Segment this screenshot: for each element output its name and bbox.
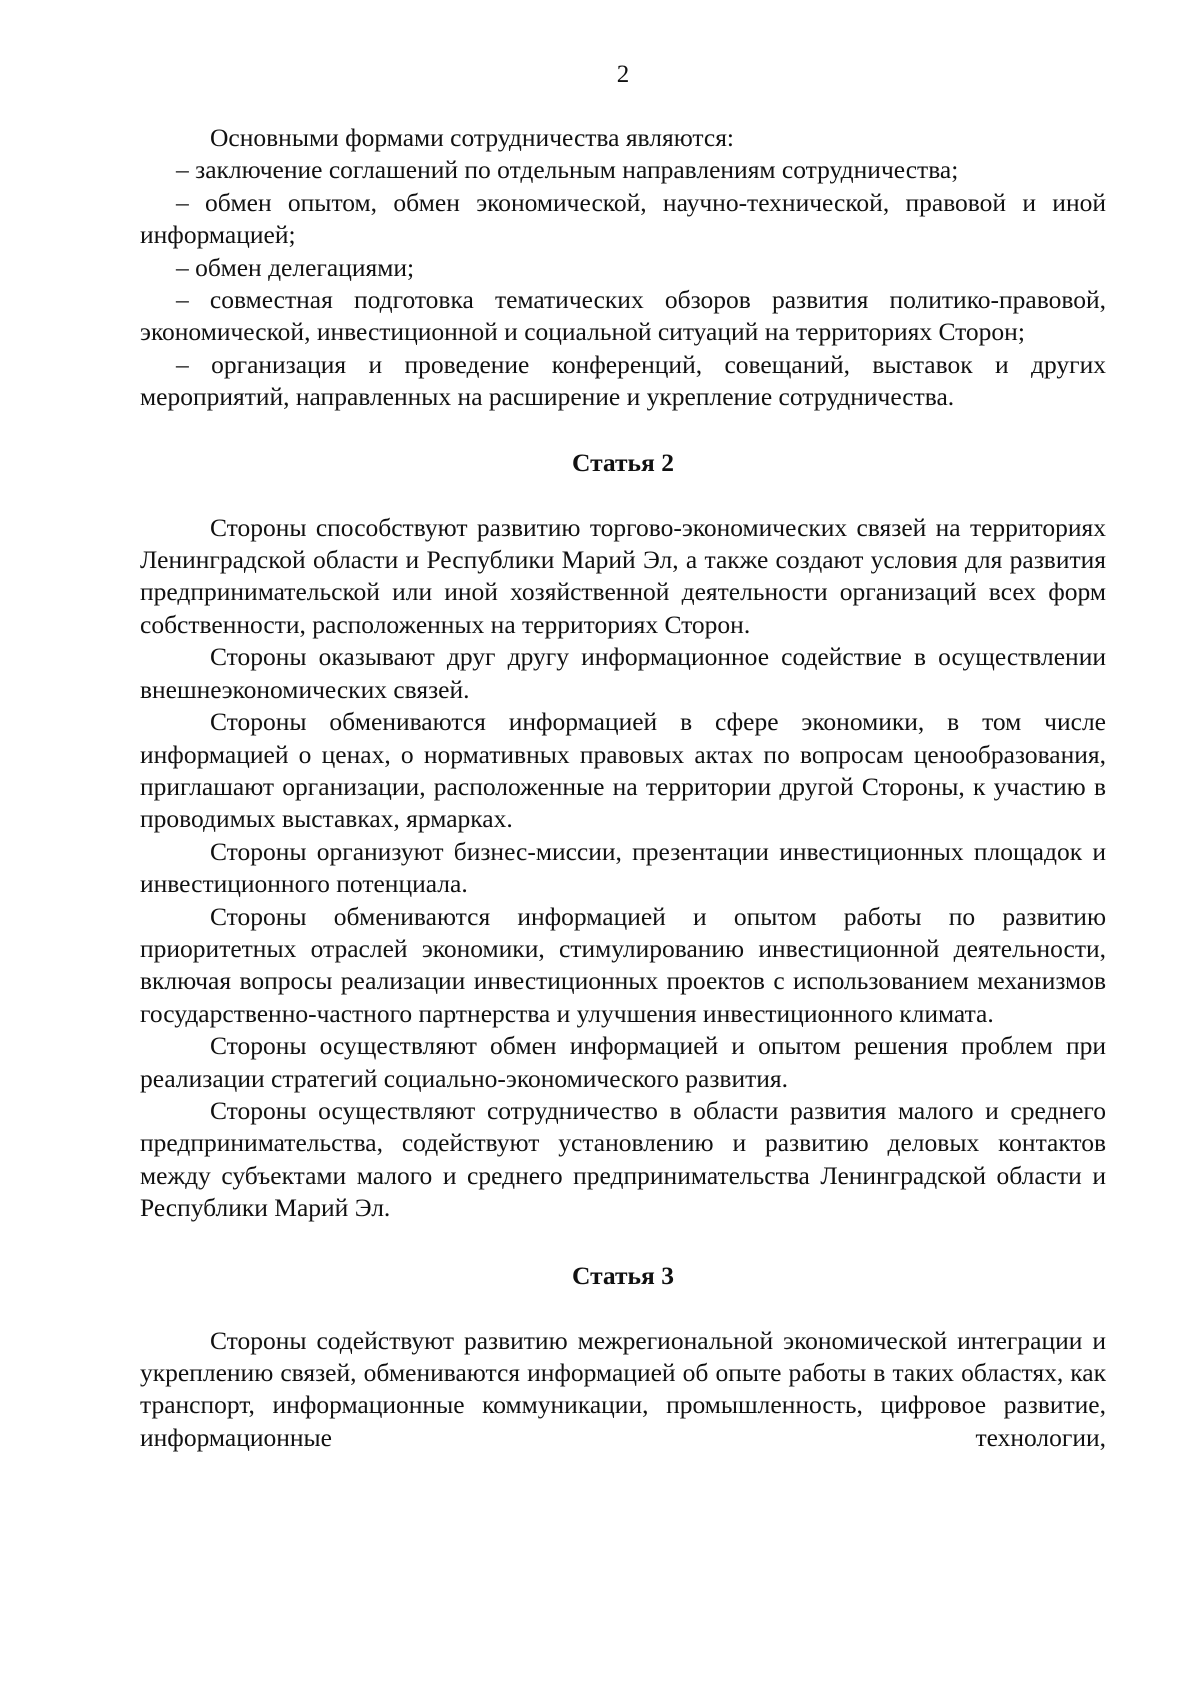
forms-list-item: – совместная подготовка тематических обзоров развития политико-правовой, экономической, инвестиционной и социальной ситуаций на территориях Сторон;: [140, 285, 1106, 347]
article-paragraph: Стороны оказывают друг другу информационное содействие в осуществлении внешнеэкономических связей.: [140, 642, 1106, 704]
article-paragraph: Стороны содействуют развитию межрегиональной экономической интеграции и укреплению связей, обмениваются информацией об опыте работы в таких областях, как транспорт, информационные коммуникации, промышленность, цифровое развитие, информационные технологии,: [140, 1325, 1106, 1452]
forms-of-cooperation-section: [140, 122, 1106, 414]
article-2-body: [140, 512, 1106, 1225]
article-3-heading: Статья 3: [572, 1260, 674, 1290]
forms-list-item: – обмен опытом, обмен экономической, научно-технической, правовой и иной информацией;: [140, 187, 1106, 250]
article-paragraph: Стороны обмениваются информацией и опытом работы по развитию приоритетных отраслей экономики, стимулированию инвестиционной деятельности, включая вопросы реализации инвестиционных проектов с использованием механизмов государственно-частного партнерства и улучшения инвестиционного климата.: [140, 901, 1106, 1028]
forms-list-item: – организация и проведение конференций, совещаний, выставок и других мероприятий, направленных на расширение и укрепление сотрудничества.: [140, 349, 1106, 412]
forms-list-item: – обмен делегациями;: [176, 252, 415, 282]
forms-list-item: – заключение соглашений по отдельным направлениям сотрудничества;: [176, 155, 959, 185]
article-paragraph: Стороны обмениваются информацией в сфере экономики, в том числе информацией о ценах, о нормативных правовых актах по вопросам ценообразования, приглашают организации, расположенные на территории другой Стороны, к участию в проводимых выставках, ярмарках.: [140, 707, 1106, 834]
article-3-body: [140, 1325, 1106, 1455]
article-2-heading: Статья 2: [572, 447, 674, 477]
article-paragraph: Стороны осуществляют обмен информацией и опытом решения проблем при реализации стратегий социально-экономического развития.: [140, 1031, 1106, 1093]
article-paragraph: Стороны осуществляют сотрудничество в области развития малого и среднего предпринимательства, содействуют установлению и развитию деловых контактов между субъектами малого и среднего предпринимательства Ленинградской области и Республики Марий Эл.: [140, 1095, 1106, 1223]
article-paragraph: Стороны способствуют развитию торгово-экономических связей на территориях Ленинградской области и Республики Марий Эл, а также создают условия для развития предпринимательской или иной хозяйственной деятельности организаций всех форм собственности, расположенных на территориях Сторон.: [140, 512, 1106, 639]
forms-lead-paragraph: Основными формами сотрудничества являются:: [210, 123, 735, 152]
page-number: 2: [616, 61, 630, 88]
article-paragraph: Стороны организуют бизнес-миссии, презентации инвестиционных площадок и инвестиционного потенциала.: [140, 836, 1106, 899]
document-page: [140, 60, 1106, 1454]
